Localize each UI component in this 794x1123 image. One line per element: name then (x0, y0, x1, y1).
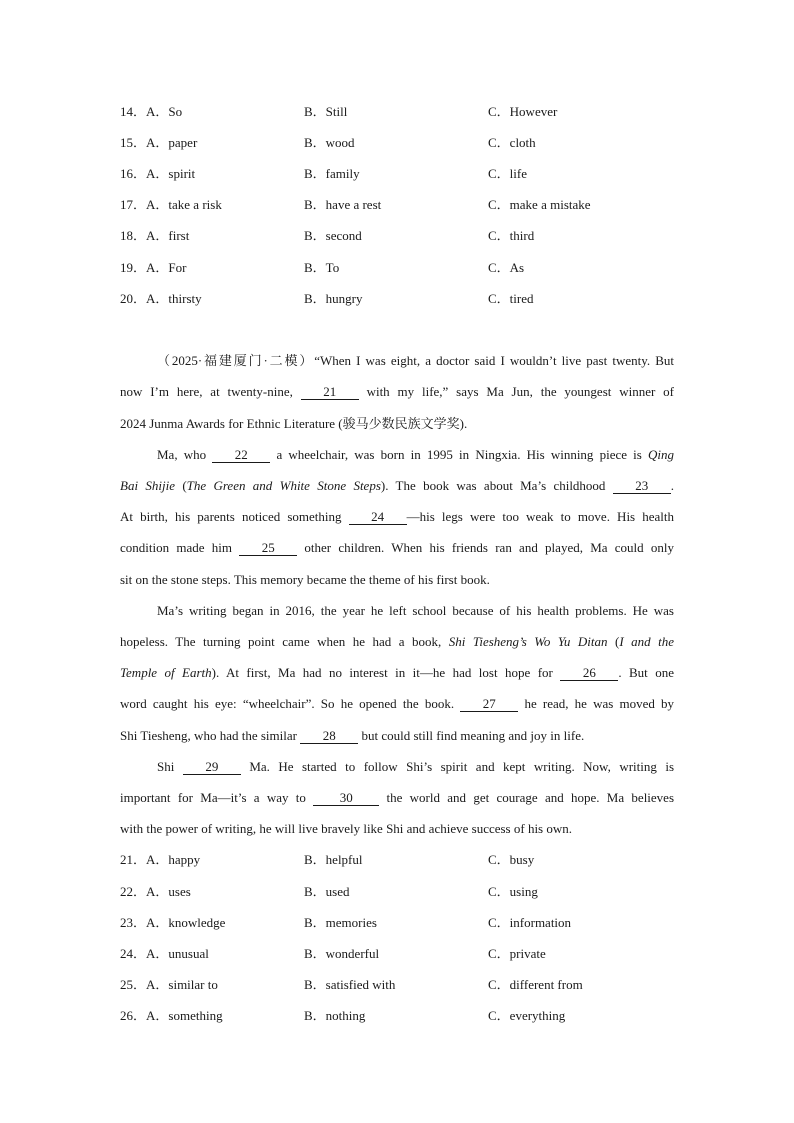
question-number: 22． (120, 884, 147, 899)
option-a-text: A．knowledge (146, 915, 226, 930)
question-number: 23． (120, 915, 147, 930)
passage-text: ( (182, 478, 187, 493)
passage-text: he read, he was moved by (524, 696, 675, 711)
passage-text: “When I was eight, a doctor said I wouldn’t live past twenty. But (314, 353, 675, 368)
blank-23[interactable]: 23 (613, 478, 671, 494)
option-b: B．second (304, 228, 362, 243)
book-title: Bai Shijie (120, 478, 175, 493)
passage-text: Shi Tiesheng, who had the similar (120, 728, 297, 743)
passage-text: hopeless. The turning point came when he had a book, (120, 634, 442, 649)
option-c: C．However (488, 104, 558, 119)
passage-text: but could still find meaning and joy in life. (361, 728, 585, 743)
option-c: C．third (488, 228, 535, 243)
option-a-text: A．For (146, 260, 187, 275)
option-a-text: A．spirit (146, 166, 196, 181)
passage-line (120, 507, 674, 527)
book-title: Qing (648, 447, 674, 462)
passage-text: sit on the stone steps. This memory became the theme of his first book. (120, 572, 490, 587)
option-a (120, 226, 189, 246)
passage-text: ). At first, Ma had no interest in it—he had lost hope for (211, 665, 553, 680)
option-c: C．life (488, 166, 527, 181)
passage-line (120, 788, 674, 808)
option-a (120, 850, 200, 870)
option-c: C．As (488, 260, 525, 275)
blank-25[interactable]: 25 (239, 540, 297, 556)
option-a (120, 1006, 223, 1026)
question-number: 18． (120, 228, 147, 243)
question-number: 17． (120, 197, 147, 212)
option-a (120, 102, 182, 122)
blank-27[interactable]: 27 (460, 696, 518, 712)
option-c: C．information (488, 915, 572, 930)
passage-text: condition made him (120, 540, 232, 555)
passage-line (157, 445, 674, 465)
option-a (120, 258, 186, 278)
option-b: B．used (304, 884, 350, 899)
book-title: The Green and White Stone Steps (186, 478, 381, 493)
passage-line (120, 694, 674, 714)
option-a-text: A．similar to (146, 977, 218, 992)
passage-text: Shi (157, 759, 175, 774)
source-label: （2025·福建厦门·二模） (157, 353, 315, 368)
option-a (120, 289, 202, 309)
option-c: C．cloth (488, 135, 536, 150)
option-b: B．wonderful (304, 946, 380, 961)
passage-line (120, 414, 674, 434)
option-a-text: A．thirsty (146, 291, 202, 306)
book-title: Temple of Earth (120, 665, 212, 680)
option-a-text: A．happy (146, 852, 201, 867)
passage-text: Ma. He started to follow Shi’s spirit and kept writing. Now, writing is (249, 759, 675, 774)
passage-line (120, 476, 674, 496)
passage-text: important for Ma—it’s a way to (120, 790, 306, 805)
passage-text: . But one (618, 665, 674, 680)
option-b: B．hungry (304, 291, 363, 306)
blank-30[interactable]: 30 (313, 790, 379, 806)
blank-26[interactable]: 26 (560, 665, 618, 681)
passage-line (120, 538, 674, 558)
question-number: 14． (120, 104, 147, 119)
passage-text: the world and get courage and hope. Ma believes (386, 790, 675, 805)
option-b: B．nothing (304, 1008, 366, 1023)
passage-text: At birth, his parents noticed something (120, 509, 342, 524)
passage-line (157, 351, 674, 371)
option-b: B．Still (304, 104, 348, 119)
passage-text: ). The book was about Ma’s childhood (380, 478, 606, 493)
question-number: 16． (120, 166, 147, 181)
option-a (120, 195, 222, 215)
question-number: 25． (120, 977, 147, 992)
blank-28[interactable]: 28 (300, 728, 358, 744)
option-b: B．have a rest (304, 197, 382, 212)
question-number: 19． (120, 260, 147, 275)
option-c: C．tired (488, 291, 534, 306)
blank-22[interactable]: 22 (212, 447, 270, 463)
book-title: Shi Tiesheng’s Wo Yu Ditan (448, 634, 608, 649)
passage-text: Ma’s writing began in 2016, the year he left school because of his health problems. He was (157, 603, 674, 618)
option-b: B．wood (304, 135, 355, 150)
passage-text: with my life,” says Ma Jun, the youngest winner of (366, 384, 674, 399)
passage-text: now I’m here, at twenty-nine, (120, 384, 293, 399)
option-b: B．helpful (304, 852, 363, 867)
passage-text: ( (614, 634, 620, 649)
passage-text: 2024 Junma Awards for Ethnic Literature (骏马少数民族文学奖). (120, 416, 468, 431)
option-a (120, 975, 218, 995)
passage-text: a wheelchair, was born in 1995 in Ningxia. His winning piece is (276, 447, 642, 462)
option-a-text: A．take a risk (146, 197, 222, 212)
passage-text: Ma, who (157, 447, 207, 462)
passage-text: . (670, 478, 675, 493)
passage-text: —his legs were too weak to move. His health (406, 509, 674, 524)
option-a (120, 913, 225, 933)
option-c: C．make a mistake (488, 197, 591, 212)
option-a-text: A．uses (146, 884, 191, 899)
option-c: C．everything (488, 1008, 566, 1023)
option-b: B．family (304, 166, 360, 181)
option-a-text: A．first (146, 228, 190, 243)
option-c: C．using (488, 884, 538, 899)
blank-21[interactable]: 21 (301, 384, 359, 400)
option-b: B．memories (304, 915, 377, 930)
passage-line (120, 819, 674, 839)
book-title: I and the (619, 634, 675, 649)
passage-line (120, 632, 674, 652)
question-number: 21． (120, 852, 147, 867)
option-c: C．busy (488, 852, 535, 867)
blank-29[interactable]: 29 (183, 759, 241, 775)
passage-line (120, 726, 674, 746)
option-a-text: A．paper (146, 135, 198, 150)
option-a (120, 944, 209, 964)
question-number: 26． (120, 1008, 147, 1023)
question-number: 20． (120, 291, 147, 306)
passage-line (157, 601, 674, 621)
option-a (120, 133, 197, 153)
option-b: B．To (304, 260, 340, 275)
option-a-text: A．something (146, 1008, 223, 1023)
option-c: C．private (488, 946, 546, 961)
passage-line (157, 757, 674, 777)
option-c: C．different from (488, 977, 583, 992)
passage-text: with the power of writing, he will live bravely like Shi and achieve success of his own. (120, 821, 573, 836)
option-a-text: A．So (146, 104, 183, 119)
blank-24[interactable]: 24 (349, 509, 407, 525)
option-a-text: A．unusual (146, 946, 209, 961)
option-a (120, 882, 191, 902)
option-a (120, 164, 195, 184)
option-b: B．satisfied with (304, 977, 396, 992)
passage-line (120, 382, 674, 402)
question-number: 24． (120, 946, 147, 961)
passage-line (120, 570, 674, 590)
question-number: 15． (120, 135, 147, 150)
passage-line (120, 663, 674, 683)
passage-text: other children. When his friends ran and played, Ma could only (304, 540, 674, 555)
passage-text: word caught his eye: “wheelchair”. So he opened the book. (120, 696, 455, 711)
